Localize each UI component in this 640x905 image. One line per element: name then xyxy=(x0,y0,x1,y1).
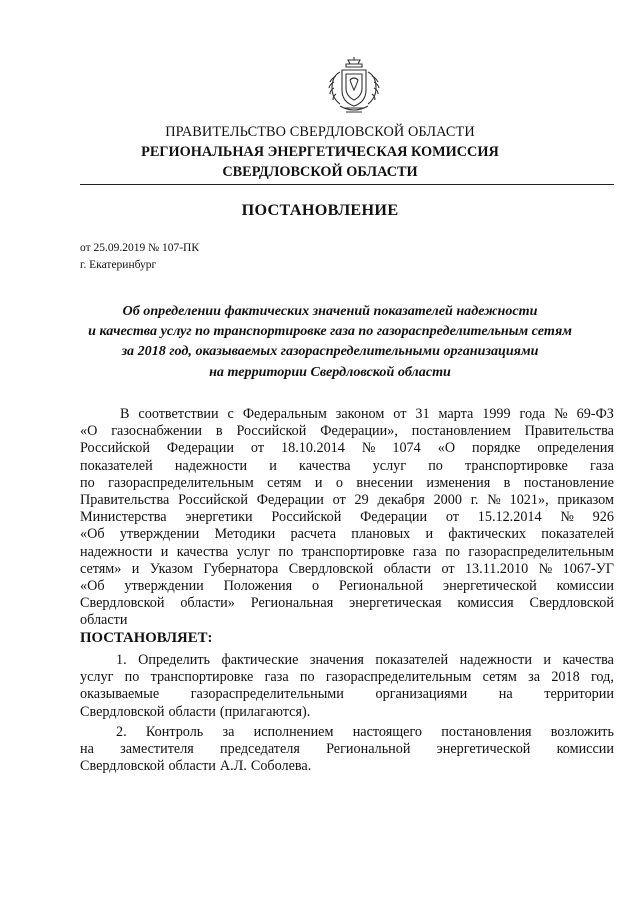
word: комиссии xyxy=(556,577,614,594)
word: транспортировке xyxy=(465,457,568,474)
word: области xyxy=(168,758,216,775)
word: утверждении xyxy=(119,526,200,543)
word: надежности xyxy=(459,652,532,668)
word: Федерации xyxy=(166,440,234,457)
word: 1999 xyxy=(482,406,511,422)
word: внесении xyxy=(356,474,413,491)
text-line xyxy=(80,578,614,595)
word: сетям» xyxy=(80,560,122,577)
word: Министерства xyxy=(80,509,167,526)
word: Соболева. xyxy=(250,758,312,775)
text-line xyxy=(80,686,614,703)
word: заместителя xyxy=(120,741,194,758)
word: 15.12.2014 xyxy=(477,509,542,526)
word: Российской xyxy=(236,423,307,440)
word: № xyxy=(538,560,553,577)
resolves-heading: ПОСТАНОВЛЯЕТ: xyxy=(80,630,213,646)
word: по xyxy=(80,474,95,491)
word: 2. xyxy=(116,724,127,740)
text-line xyxy=(80,724,614,741)
word: и xyxy=(269,457,277,474)
word: качества xyxy=(176,543,229,560)
resolution-item-2 xyxy=(80,724,614,776)
word: Свердловской xyxy=(80,703,165,720)
word: плановых xyxy=(351,526,411,543)
word: фактические xyxy=(221,652,299,668)
word: по xyxy=(445,543,460,560)
word: 13.11.2010 xyxy=(464,560,529,577)
word: качества xyxy=(562,652,614,668)
word: по xyxy=(124,669,140,686)
word: в xyxy=(503,474,511,491)
word: территории xyxy=(544,686,614,703)
word: по xyxy=(278,543,294,560)
word: 29 xyxy=(354,491,369,508)
document-subject xyxy=(60,301,600,382)
word: энергетической xyxy=(436,741,531,758)
word: сетям xyxy=(482,669,517,686)
word: порядке xyxy=(472,440,521,457)
word: 31 xyxy=(415,406,430,422)
word: «О xyxy=(80,423,98,440)
text-line xyxy=(80,758,614,775)
text-line xyxy=(80,526,614,543)
word: Определить xyxy=(138,652,211,668)
word: декабря xyxy=(377,491,425,508)
word: на xyxy=(80,741,94,758)
word: 69-ФЗ xyxy=(576,406,614,422)
word: энергетической xyxy=(443,577,537,594)
word: области xyxy=(168,703,216,720)
word: за xyxy=(222,724,235,740)
word: Губернатора xyxy=(203,560,279,577)
word: газоснабжении xyxy=(111,423,203,440)
text-line xyxy=(80,509,614,526)
word: Положения xyxy=(223,577,293,594)
word: соответствии xyxy=(138,406,219,422)
subject-line: и качества услуг по транспортировке газа по газораспределительным сетям xyxy=(88,323,572,340)
word: В xyxy=(120,406,130,422)
word: энергетики xyxy=(185,509,253,526)
word: А.Л. xyxy=(219,758,247,775)
word: Свердловской xyxy=(288,560,374,577)
word: и xyxy=(160,543,169,560)
word: Федеральным xyxy=(242,406,327,422)
resolution-item-1 xyxy=(80,652,614,721)
word: Контроль xyxy=(145,724,204,740)
word: «Об xyxy=(80,577,105,594)
word: 1067-УГ xyxy=(562,560,614,577)
word: организациями xyxy=(375,686,468,703)
word: приказом xyxy=(557,491,614,508)
word: услуг xyxy=(80,669,114,686)
word: исполнением xyxy=(253,724,334,740)
text-line xyxy=(80,561,614,578)
text-line xyxy=(80,475,614,492)
word: значения xyxy=(309,652,364,668)
word: утверждении xyxy=(124,577,204,594)
word: по xyxy=(428,457,443,474)
word: качества xyxy=(299,457,351,474)
header-divider xyxy=(80,184,614,185)
text-line xyxy=(80,741,614,758)
word: на xyxy=(498,686,513,703)
word: и xyxy=(314,474,323,491)
word: транспортировке xyxy=(150,669,254,686)
word: области» xyxy=(180,595,235,612)
word: от xyxy=(441,560,455,577)
text-line xyxy=(80,440,614,457)
word: 1021», xyxy=(509,491,549,508)
word: Российской xyxy=(178,491,248,508)
word: «О xyxy=(437,440,456,457)
word: 926 xyxy=(592,509,614,526)
word: Федерации xyxy=(360,509,428,526)
word: определения xyxy=(537,440,614,457)
word: в xyxy=(215,423,223,440)
word: газораспределительным xyxy=(108,474,254,491)
word: марта xyxy=(438,406,474,422)
word: и xyxy=(425,526,434,543)
word: газа xyxy=(412,543,437,560)
word: «Об xyxy=(80,526,105,543)
word: и xyxy=(131,560,140,577)
word: и xyxy=(543,652,551,668)
word: услуг xyxy=(236,543,271,560)
subject-line: Об определении фактических значений показателей надежности xyxy=(122,303,538,319)
word: Правительства xyxy=(80,491,170,508)
text-line xyxy=(80,423,614,440)
word: Региональная xyxy=(250,595,334,612)
word: председателя xyxy=(220,741,300,758)
word: надежности xyxy=(80,543,153,560)
word: возложить xyxy=(550,724,614,740)
text-line xyxy=(80,458,614,475)
word: постановления xyxy=(441,724,532,740)
document-type: ПОСТАНОВЛЕНИЕ xyxy=(241,201,399,219)
word: оказываемые xyxy=(80,686,160,703)
word: постановление xyxy=(523,474,614,491)
word: год, xyxy=(590,669,614,686)
text-line xyxy=(80,612,614,629)
preamble-paragraph xyxy=(80,406,614,629)
word: № xyxy=(487,491,501,508)
word: года xyxy=(519,406,546,422)
word: комиссии xyxy=(556,741,614,758)
commission-name-line2: СВЕРДЛОВСКОЙ ОБЛАСТИ xyxy=(222,164,418,180)
word: (прилагаются). xyxy=(219,703,311,720)
word: Методики xyxy=(214,526,276,543)
word: 2000 xyxy=(433,491,462,508)
word: Региональной xyxy=(338,577,424,594)
word: сетям xyxy=(267,474,302,491)
document-city: г. Екатеринбург xyxy=(80,259,157,271)
word: настоящего xyxy=(352,724,423,740)
word: от xyxy=(332,491,346,508)
word: от xyxy=(393,406,407,422)
word: газа xyxy=(589,457,614,474)
word: газораспределительным xyxy=(468,543,614,560)
word: показателей xyxy=(541,526,614,543)
text-line xyxy=(80,492,614,509)
word: Свердловской xyxy=(80,595,165,612)
text-line xyxy=(80,406,614,423)
word: Свердловской xyxy=(529,595,614,612)
word: газа xyxy=(264,669,289,686)
word: по xyxy=(299,669,315,686)
word: комиссия xyxy=(457,595,514,612)
word: № xyxy=(361,440,376,457)
word: расчета xyxy=(290,526,336,543)
word: показателей xyxy=(80,457,153,474)
word: 1074 xyxy=(392,440,421,457)
word: о xyxy=(311,577,320,594)
word: энергетическая xyxy=(349,595,442,612)
sverdlovsk-coat-of-arms-icon xyxy=(324,56,384,118)
subject-line: за 2018 год, оказываемых газораспределительными организациями xyxy=(121,343,539,360)
word: № xyxy=(554,406,568,422)
text-line xyxy=(80,669,614,686)
word: области xyxy=(383,560,432,577)
commission-name-line1: РЕГИОНАЛЬНАЯ ЭНЕРГЕТИЧЕСКАЯ КОМИССИЯ xyxy=(141,144,499,160)
word: Свердловской xyxy=(80,758,165,775)
word: газораспределительными xyxy=(190,686,344,703)
text-line xyxy=(80,595,614,612)
word: транспортировке xyxy=(301,543,405,560)
word: области xyxy=(80,612,128,629)
word: от xyxy=(250,440,265,457)
word: 2018 xyxy=(551,669,580,686)
word: с xyxy=(227,406,234,422)
word: от xyxy=(445,509,459,526)
subject-line: на территории Свердловской области xyxy=(209,363,451,380)
word: Российской xyxy=(271,509,342,526)
word: за xyxy=(528,669,541,686)
word: о xyxy=(335,474,343,491)
word: Указом xyxy=(149,560,193,577)
document-date-number: от 25.09.2019 № 107-ПК xyxy=(80,242,200,254)
word: услуг xyxy=(372,457,407,474)
word: фактических xyxy=(448,526,527,543)
word: изменения xyxy=(426,474,491,491)
text-line xyxy=(80,544,614,561)
word: Федерации xyxy=(256,491,324,508)
word: 18.10.2014 xyxy=(281,440,345,457)
text-line xyxy=(80,652,614,669)
word: постановлением xyxy=(411,423,511,440)
word: законом xyxy=(335,406,385,422)
word: Региональной xyxy=(326,741,411,758)
word: 1. xyxy=(116,652,127,668)
government-name: ПРАВИТЕЛЬСТВО СВЕРДЛОВСКОЙ ОБЛАСТИ xyxy=(165,124,475,140)
word: Российской xyxy=(80,440,150,457)
word: № xyxy=(560,509,574,526)
word: Правительства xyxy=(524,423,614,440)
word: показателей xyxy=(375,652,449,668)
word: надежности xyxy=(174,457,248,474)
word: Федерации», xyxy=(320,423,398,440)
word: г. xyxy=(470,491,479,508)
text-line xyxy=(80,704,614,721)
word: газораспределительным xyxy=(325,669,472,686)
